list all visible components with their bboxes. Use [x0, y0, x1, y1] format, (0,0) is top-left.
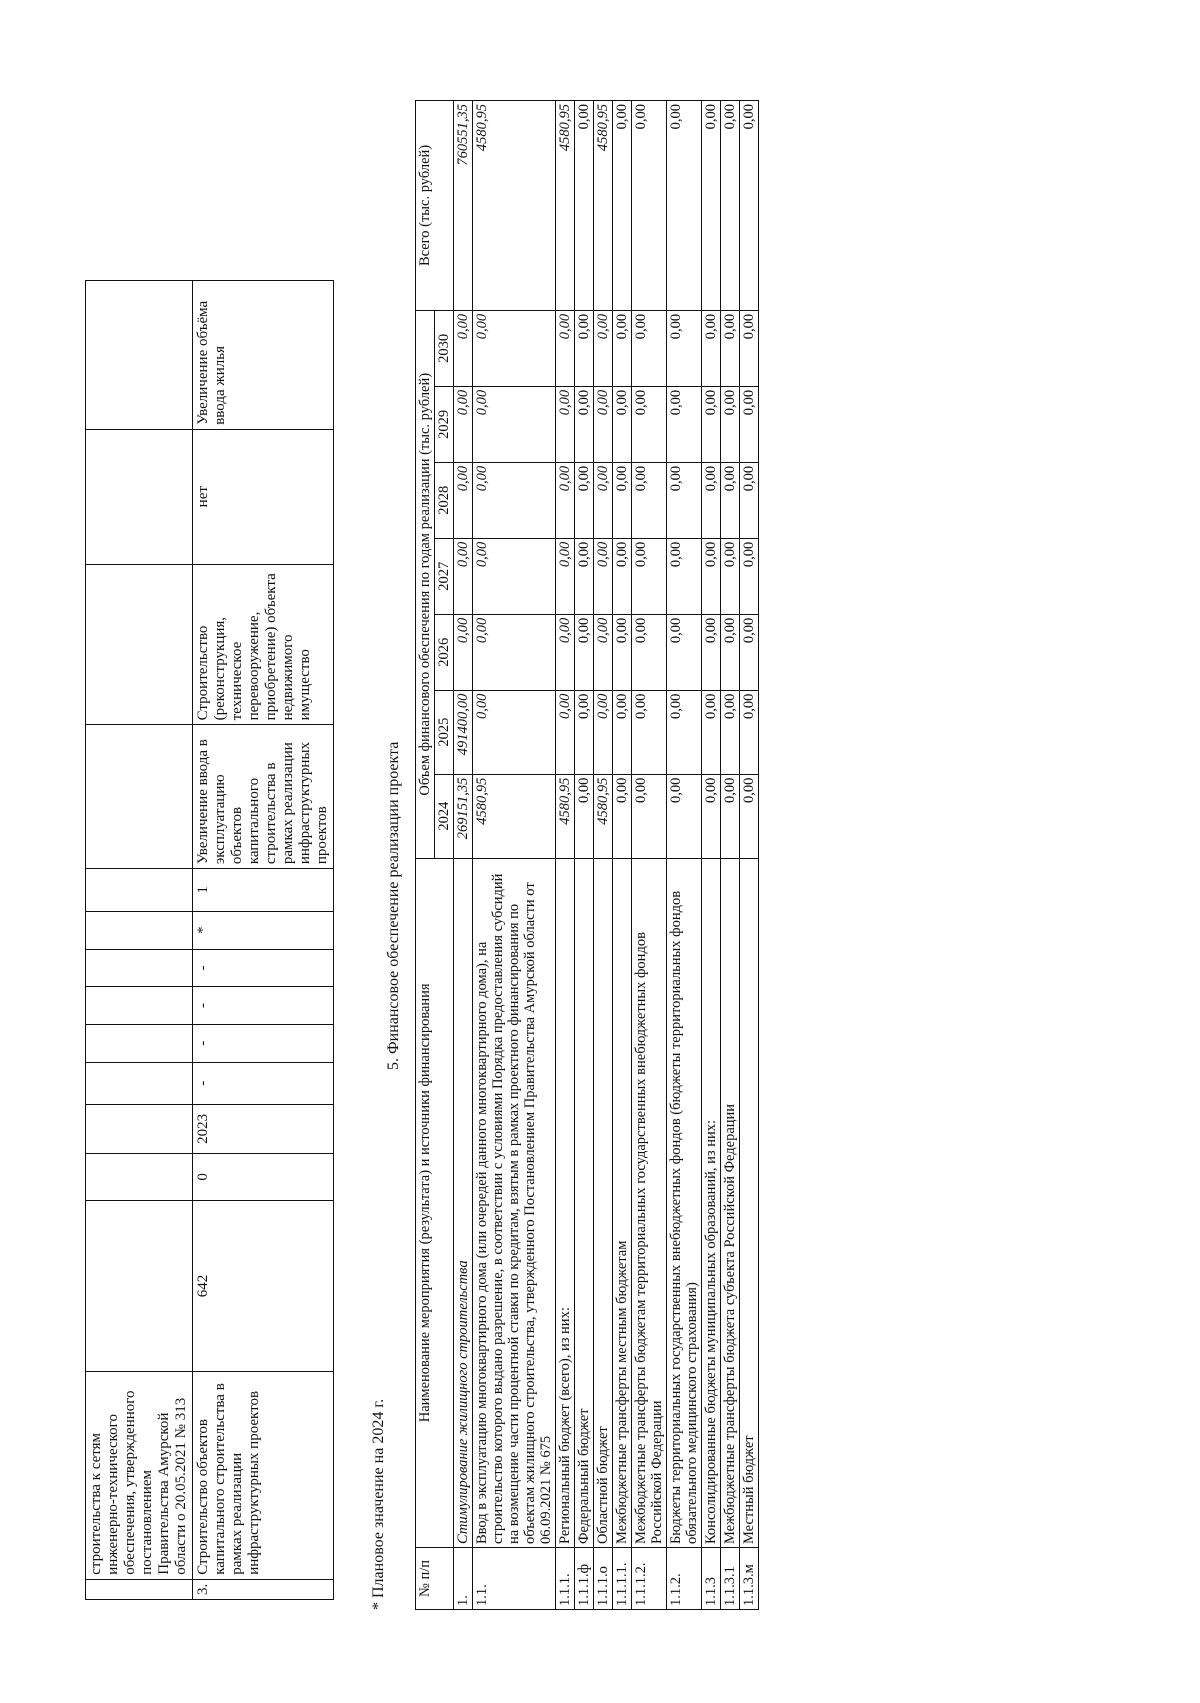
row-value: 0,00: [667, 774, 702, 858]
row-value: 0,00: [702, 774, 721, 858]
cell-base-value: 0: [193, 1153, 334, 1200]
header-years-group: Объем финансового обеспечения по годам реализации (тыс. рублей): [416, 310, 435, 858]
row-total: 4580,95: [556, 101, 575, 311]
row-value: 0,00: [721, 538, 740, 614]
row-num: 1.1.1.2.: [632, 1548, 667, 1610]
row-value: 4580,95: [556, 774, 575, 858]
row-value: 0,00: [473, 690, 556, 774]
row-value: 0,00: [667, 310, 702, 386]
row-name: Федеральный бюджет: [575, 858, 594, 1547]
table-row: [556, 101, 575, 1610]
financing-table: [415, 100, 759, 1610]
table-row: [86, 281, 193, 1600]
row-value: 0,00: [556, 538, 575, 614]
row-num: 1.: [454, 1548, 473, 1610]
row-value: 0,00: [473, 614, 556, 690]
row-value: 0,00: [594, 614, 613, 690]
row-value: 0,00: [613, 690, 632, 774]
table-row: [702, 101, 721, 1610]
row-num: 1.1.: [473, 1548, 556, 1610]
row-value: 0,00: [721, 690, 740, 774]
row-value: 0,00: [594, 310, 613, 386]
row-num: 1.1.3: [702, 1548, 721, 1610]
cell-value: 1: [193, 869, 334, 911]
table-row: [740, 101, 759, 1610]
cell-dash: -: [193, 1062, 334, 1104]
rotated-page-content: [50, 90, 1130, 1610]
header-year: 2025: [435, 690, 454, 774]
row-name: Стимулирование жилищного строительства: [454, 858, 473, 1547]
row-value: 0,00: [667, 386, 702, 462]
cell-code: 642: [193, 1200, 334, 1371]
row-value: 0,00: [454, 310, 473, 386]
row-value: 0,00: [575, 462, 594, 538]
row-value: 0,00: [613, 462, 632, 538]
row-value: 0,00: [632, 538, 667, 614]
row-value: 0,00: [575, 538, 594, 614]
row-total: 0,00: [721, 101, 740, 311]
row-total: 4580,95: [473, 101, 556, 311]
row-num: 1.1.1.о: [594, 1548, 613, 1610]
row-total: 4580,95: [594, 101, 613, 311]
row-value: 0,00: [575, 690, 594, 774]
row-value: 0,00: [702, 690, 721, 774]
row-value: 0,00: [632, 690, 667, 774]
row-value: 0,00: [667, 614, 702, 690]
header-year: 2029: [435, 386, 454, 462]
header-year: 2027: [435, 538, 454, 614]
row-value: 0,00: [632, 462, 667, 538]
cell-star: *: [193, 911, 334, 949]
row-value: 0,00: [594, 538, 613, 614]
row-name: Местный бюджет: [740, 858, 759, 1547]
row-value: 0,00: [556, 614, 575, 690]
row-value: 0,00: [702, 614, 721, 690]
row-value: 0,00: [702, 386, 721, 462]
row-value: 0,00: [556, 462, 575, 538]
row-total: 0,00: [667, 101, 702, 311]
row-value: 0,00: [740, 538, 759, 614]
row-value: 0,00: [473, 462, 556, 538]
row-value: 0,00: [721, 310, 740, 386]
table-row: [632, 101, 667, 1610]
table-row: [575, 101, 594, 1610]
header-year: 2024: [435, 774, 454, 858]
row-value: 0,00: [702, 462, 721, 538]
row-value: 0,00: [613, 774, 632, 858]
row-name: Региональный бюджет (всего), из них:: [556, 858, 575, 1547]
row-num: 1.1.1.: [556, 1548, 575, 1610]
cell-dash: -: [193, 1024, 334, 1062]
row-value: 0,00: [632, 386, 667, 462]
row-name: Консолидированные бюджеты муниципальных образований, из них:: [702, 858, 721, 1547]
row-value: 0,00: [575, 614, 594, 690]
row-name: Областной бюджет: [594, 858, 613, 1547]
row-value: 0,00: [702, 538, 721, 614]
cell-dash: -: [193, 987, 334, 1025]
row-value: 0,00: [632, 774, 667, 858]
row-value: 0,00: [721, 614, 740, 690]
row-total: 0,00: [632, 101, 667, 311]
row-num: 1.1.3.1: [721, 1548, 740, 1610]
cell-dash: -: [193, 949, 334, 987]
row-name: Межбюджетные трансферты местным бюджетам: [613, 858, 632, 1547]
row-value: 0,00: [613, 310, 632, 386]
cell-base-year: 2023: [193, 1104, 334, 1153]
header-row: [416, 101, 435, 1610]
row-value: 0,00: [594, 462, 613, 538]
row-value: 0,00: [740, 386, 759, 462]
row-value: 0,00: [702, 310, 721, 386]
row-name: Межбюджетные трансферты бюджетам территориальных государственных внебюджетных фондов Российской Федерации: [632, 858, 667, 1547]
table-row: [613, 101, 632, 1610]
row-total: 0,00: [740, 101, 759, 311]
row-value: 0,00: [575, 774, 594, 858]
section-title: 5. Финансовое обеспечение реализации проекта: [385, 741, 402, 1070]
header-total: Всего (тыс. рублей): [416, 101, 454, 311]
row-value: 0,00: [454, 386, 473, 462]
table-row: [721, 101, 740, 1610]
row-value: 0,00: [594, 386, 613, 462]
row-value: 0,00: [473, 386, 556, 462]
table-row: [594, 101, 613, 1610]
row-value: 0,00: [613, 614, 632, 690]
footnote: * Плановое значение на 2024 г.: [370, 1398, 387, 1610]
table-row: [667, 101, 702, 1610]
table-row: [473, 101, 556, 1610]
table-row: [454, 101, 473, 1610]
financing-table-body: [454, 101, 759, 1610]
row-value: 0,00: [740, 462, 759, 538]
header-year: 2030: [435, 310, 454, 386]
cell-num: 3.: [193, 1579, 334, 1599]
row-total: 760551,35: [454, 101, 473, 311]
row-value: 0,00: [740, 774, 759, 858]
row-total: 0,00: [575, 101, 594, 311]
cell-type: Строительство (реконструкция, техническое перевооружение, приобретение) объекта недвижимого имущество: [193, 564, 334, 725]
row-value: 0,00: [594, 690, 613, 774]
row-total: 0,00: [613, 101, 632, 311]
cell-effect: Увеличение объёма ввода жилья: [193, 281, 334, 430]
row-value: 0,00: [454, 462, 473, 538]
row-value: 0,00: [740, 614, 759, 690]
cell-result: Увеличение ввода в эксплуатацию объектов капитального строительства в рамках реализации инфраструктурных проектов: [193, 725, 334, 869]
row-value: 0,00: [667, 690, 702, 774]
cell-name: Строительство объектов капитального строительства в рамках реализации инфраструктурных проектов: [193, 1372, 334, 1580]
row-name: Бюджеты территориальных государственных внебюджетных фондов (бюджеты территориальных фондов обязательного медицинского страхования): [667, 858, 702, 1547]
row-value: 269151,35: [454, 774, 473, 858]
row-value: 0,00: [473, 310, 556, 386]
row-value: 4580,95: [594, 774, 613, 858]
header-name: Наименование мероприятия (результата) и источники финансирования: [416, 858, 454, 1547]
row-value: 0,00: [632, 614, 667, 690]
table-row: [193, 281, 334, 1600]
row-value: 0,00: [473, 538, 556, 614]
row-value: 0,00: [721, 386, 740, 462]
row-value: 0,00: [632, 310, 667, 386]
row-num: 1.1.2.: [667, 1548, 702, 1610]
row-value: 0,00: [556, 310, 575, 386]
row-value: 4580,95: [473, 774, 556, 858]
row-value: 0,00: [740, 310, 759, 386]
row-name: Ввод в эксплуатацию многоквартирного дома (или очередей данного многоквартирного дома), на строительство которого выдано разрешение, в соответствии с условиями Порядка предоставления субсидий на возмещение части процентной ставки по кредитам, взятым в рамках проектного финансирования по объектам жилищного строительства, утвержденного Постановлением Правительства Амурской области от 06.09.2021 № 675: [473, 858, 556, 1547]
row-value: 0,00: [613, 386, 632, 462]
row-value: 0,00: [575, 386, 594, 462]
row-num: 1.1.1.1.: [613, 1548, 632, 1610]
row-value: 0,00: [556, 386, 575, 462]
header-year: 2026: [435, 614, 454, 690]
cell-name: строительства к сетям инженерно-технического обеспечения, утвержденного постановлением Правительства Амурской области о 20.05.2021 № 313: [86, 1372, 193, 1580]
row-value: 0,00: [740, 690, 759, 774]
row-value: 0,00: [721, 462, 740, 538]
row-value: 0,00: [721, 774, 740, 858]
cell-flag: нет: [193, 429, 334, 564]
row-value: 0,00: [667, 538, 702, 614]
indicators-table: [85, 280, 334, 1600]
row-name: Межбюджетные трансферты бюджета субъекта Российской Федерации: [721, 858, 740, 1547]
row-value: 491400,00: [454, 690, 473, 774]
row-total: 0,00: [702, 101, 721, 311]
header-year: 2028: [435, 462, 454, 538]
header-num: № п/п: [416, 1548, 454, 1610]
row-value: 0,00: [613, 538, 632, 614]
row-value: 0,00: [454, 538, 473, 614]
row-value: 0,00: [667, 462, 702, 538]
row-num: 1.1.3.м: [740, 1548, 759, 1610]
row-value: 0,00: [575, 310, 594, 386]
row-num: 1.1.1.ф: [575, 1548, 594, 1610]
row-value: 0,00: [556, 690, 575, 774]
row-value: 0,00: [454, 614, 473, 690]
